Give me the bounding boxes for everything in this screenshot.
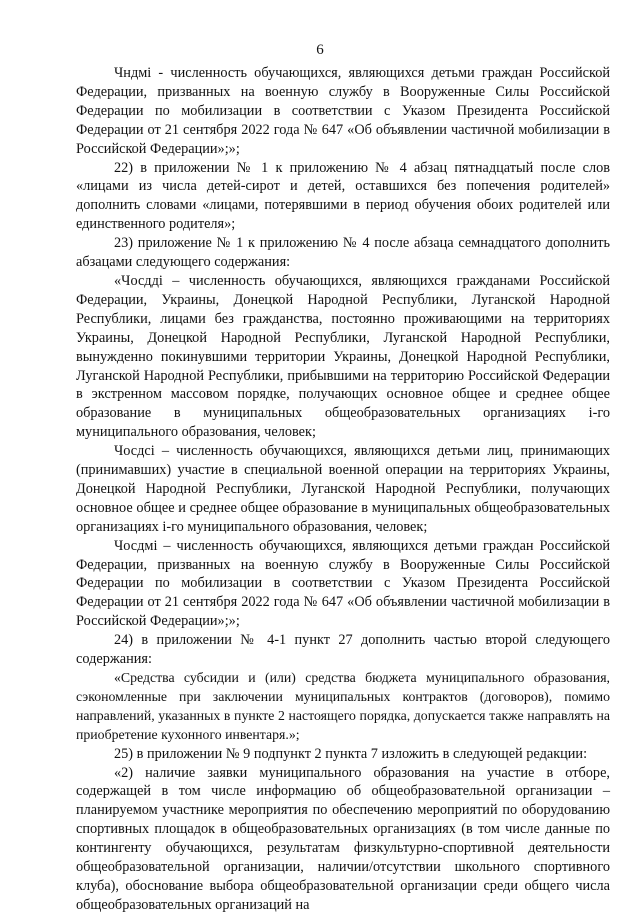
paragraph-subitem-2: «2) наличие заявки муниципального образования на участие в отборе, содержащей в том числе информацию об общеобразовательной организации – планируемом участнике мероприятия по обеспечению мероприятий по оборудованию спортивных площадок в общеобразовательных организациях (в том числе данные по контингенту обучающихся, результатам физкультурно-спортивной деятельности общеобразовательной организации, наличии/отсутствии школьного спортивного клуба), обоснование выбора общеобразовательной организации среди общего числа общеобразовательных организаций на	[76, 764, 610, 913]
paragraph-formula-chndm: Чндмi - численность обучающихся, являющихся детьми граждан Российской Федерации, призванных на военную службу в Вооруженные Силы Российской Федерации по мобилизации в соответствии с Указом Президента Российской Федерации от 21 сентября 2022 года № 647 «Об объявлении частичной мобилизации в Российской Федерации»;»;	[76, 65, 610, 157]
document-body	[76, 64, 610, 915]
paragraph-item-24: 24) в приложении № 4-1 пункт 27 дополнить частью второй следующего содержания:	[76, 632, 610, 668]
paragraph-subsidy-quote: «Средства субсидии и (или) средства бюджета муниципального образования, сэкономленные при заключении муниципальных контрактов (договоров), помимо направлений, указанных в пункте 2 настоящего порядка, допускается также направлять на приобретение кухонного инвентаря.»;	[76, 670, 610, 742]
page-number: 6	[316, 42, 324, 58]
paragraph-item-25: 25) в приложении № 9 подпункт 2 пункта 7 изложить в следующей редакции:	[114, 745, 588, 762]
paragraph-item-22: 22) в приложении № 1 к приложению № 4 абзац пятнадцатый после слов «лицами из числа детей-сирот и детей, оставшихся без попечения родителей» дополнить словами «лицами, потерявшими в период обучения обоих родителей или единственного родителя»;	[76, 159, 610, 233]
paragraph-formula-chosdd: «Чосддi – численность обучающихся, являющихся гражданами Российской Федерации, Украины, Донецкой Народной Республики, Луганской Народной Республики, лицами без гражданства, постоянно проживающими на территориях Украины, Донецкой Народной Республики, Луганской Народной Республики, вынужденно покинувшими территории Украины, Донецкой Народной Республики, Луганской Народной Республики, прибывшими на территорию Российской Федерации в экстренном массовом порядке, получающих основное общее и среднее общее образование в муниципальных общеобразовательных организациях i-го муниципального образования, человек;	[76, 272, 610, 441]
paragraph-formula-chosdm: Чосдмi – численность обучающихся, являющихся детьми граждан Российской Федерации, призванных на военную службу в Вооруженные Силы Российской Федерации по мобилизации в соответствии с Указом Президента Российской Федерации от 21 сентября 2022 года № 647 «Об объявлении частичной мобилизации в Российской Федерации»;»;	[76, 537, 610, 630]
paragraph-item-23: 23) приложение № 1 к приложению № 4 после абзаца семнадцатого дополнить абзацами следующего содержания:	[76, 235, 610, 271]
paragraph-formula-chosds: Чосдсi – численность обучающихся, являющихся детьми лиц, принимающих (принимавших) участие в специальной военной операции на территориях Украины, Донецкой Народной Республики, Луганской Народной Республики, получающих основное общее и среднее общее образование в муниципальных общеобразовательных организациях i-го муниципального образования, человек;	[76, 443, 610, 535]
